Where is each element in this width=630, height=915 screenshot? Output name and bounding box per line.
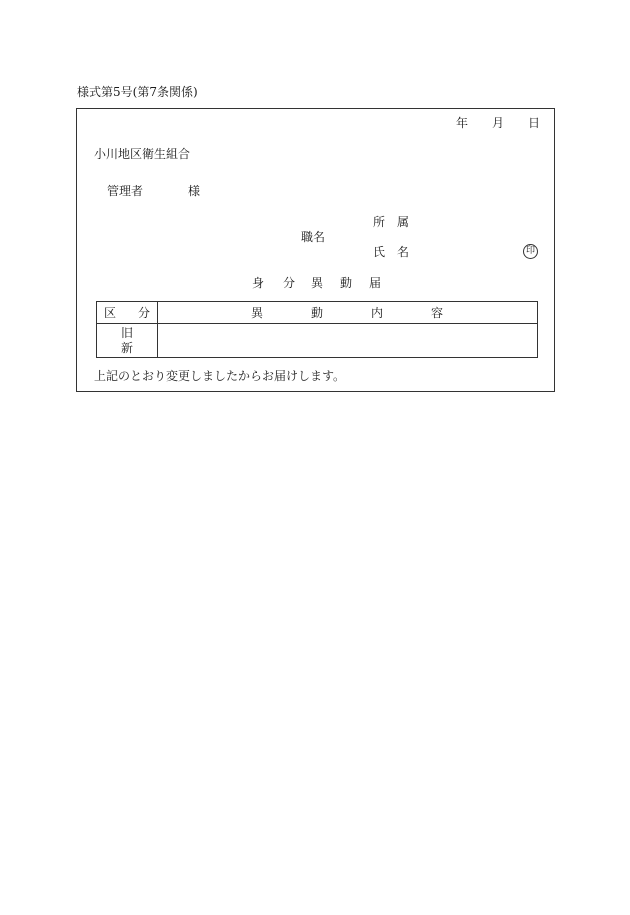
- addressee-honorific: 様: [188, 184, 201, 198]
- name-label-1: 氏: [373, 245, 386, 259]
- addressee-title: 管理者: [107, 184, 144, 198]
- affiliation-label-2: 属: [397, 215, 410, 229]
- addressee-org: 小川地区衛生組合: [94, 147, 191, 161]
- change-table: [96, 301, 538, 358]
- doc-title-char-5: 届: [369, 276, 382, 290]
- header-content-char-4: 容: [430, 306, 443, 320]
- seal-mark: 印: [523, 244, 538, 259]
- form-heading: 様式第5号(第7条関係): [77, 85, 198, 99]
- doc-title-char-4: 動: [340, 276, 353, 290]
- date-year-label: 年: [456, 116, 469, 130]
- header-kubun-char-1: 区: [104, 306, 117, 320]
- header-content-char-3: 内: [370, 306, 383, 320]
- date-day-label: 日: [528, 116, 541, 130]
- header-content-char-2: 動: [310, 306, 323, 320]
- table-row: [97, 324, 538, 358]
- doc-title-char-2: 分: [283, 276, 296, 290]
- row-label-new: 新: [120, 340, 133, 355]
- name-label-2: 名: [397, 245, 410, 259]
- affiliation-label-1: 所: [373, 215, 386, 229]
- table-header-row: [97, 302, 538, 324]
- doc-title-char-3: 異: [311, 276, 324, 290]
- row-label-old: 旧: [120, 325, 133, 340]
- date-month-label: 月: [492, 116, 505, 130]
- header-content-char-1: 異: [251, 306, 264, 320]
- closing-statement: 上記のとおり変更しましたからお届けします。: [94, 369, 346, 383]
- job-title-label: 職名: [301, 230, 326, 244]
- header-kubun-char-2: 分: [137, 306, 150, 320]
- row-change-content[interactable]: [158, 324, 538, 358]
- header-kubun: [97, 302, 158, 324]
- row-old-new-labels: [97, 324, 158, 358]
- doc-title-char-1: 身: [252, 276, 265, 290]
- header-change-content: [158, 302, 538, 324]
